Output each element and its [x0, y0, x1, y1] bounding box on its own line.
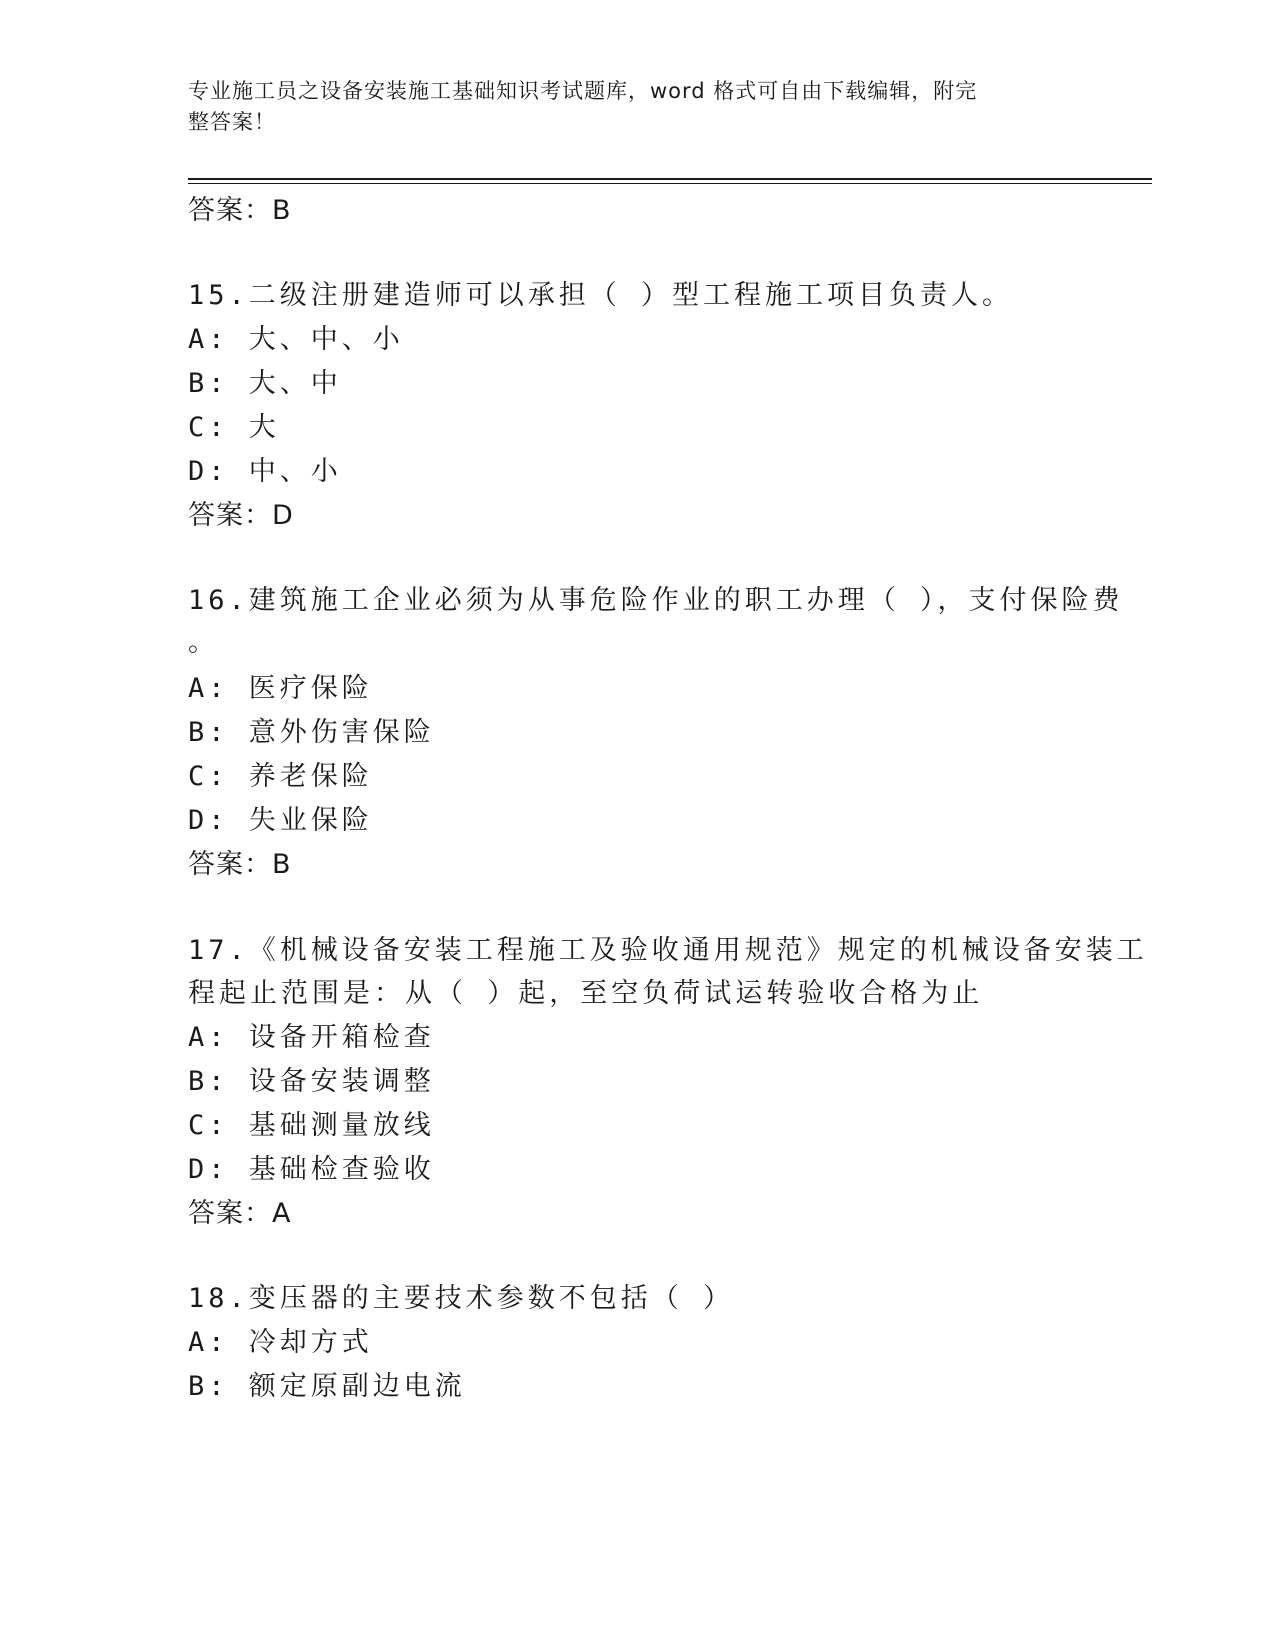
question-15-option-b: B: 大、中 — [188, 368, 342, 399]
question-16-option-c: C: 养老保险 — [188, 761, 373, 792]
question-15-option-c: C: 大 — [188, 412, 280, 443]
question-17-line-2: 程起止范围是：从（ ）起，至空负荷试运转验收合格为止 — [188, 978, 984, 1009]
header-title-line-2: 整答案！ — [188, 110, 276, 134]
answer-14: 答案：B — [188, 195, 292, 226]
question-16-option-b: B: 意外伤害保险 — [188, 717, 435, 748]
question-16-option-d: D: 失业保险 — [188, 805, 373, 836]
document-header — [188, 76, 1068, 138]
answer-16: 答案：B — [188, 849, 292, 880]
question-17-option-c: C: 基础测量放线 — [188, 1110, 435, 1141]
question-17-option-d: D: 基础检查验收 — [188, 1154, 435, 1185]
question-15-option-d: D: 中、小 — [188, 456, 342, 487]
question-18-option-a: A: 冷却方式 — [188, 1327, 373, 1358]
question-15: 15.二级注册建造师可以承担（ ）型工程施工项目负责人。 — [188, 280, 1014, 311]
answer-17: 答案：A — [188, 1198, 292, 1229]
question-18: 18.变压器的主要技术参数不包括（ ） — [188, 1283, 735, 1314]
question-18-option-b: B: 额定原副边电流 — [188, 1371, 466, 1402]
answer-15: 答案：D — [188, 500, 294, 531]
header-divider-thin — [188, 183, 1152, 184]
header-title-line-1: 专业施工员之设备安装施工基础知识考试题库，word 格式可自由下载编辑，附完 — [188, 79, 978, 103]
question-16-line-2: 。 — [188, 627, 219, 658]
question-16-line-1: 16.建筑施工企业必须为从事危险作业的职工办理（ ），支付保险费 — [188, 585, 1124, 616]
question-17-option-b: B: 设备安装调整 — [188, 1066, 435, 1097]
question-16-option-a: A: 医疗保险 — [188, 673, 373, 704]
question-17-line-1: 17.《机械设备安装工程施工及验收通用规范》规定的机械设备安装工 — [188, 935, 1148, 966]
question-17-option-a: A: 设备开箱检查 — [188, 1022, 435, 1053]
question-15-option-a: A: 大、中、小 — [188, 324, 404, 355]
header-divider-thick — [188, 178, 1152, 180]
